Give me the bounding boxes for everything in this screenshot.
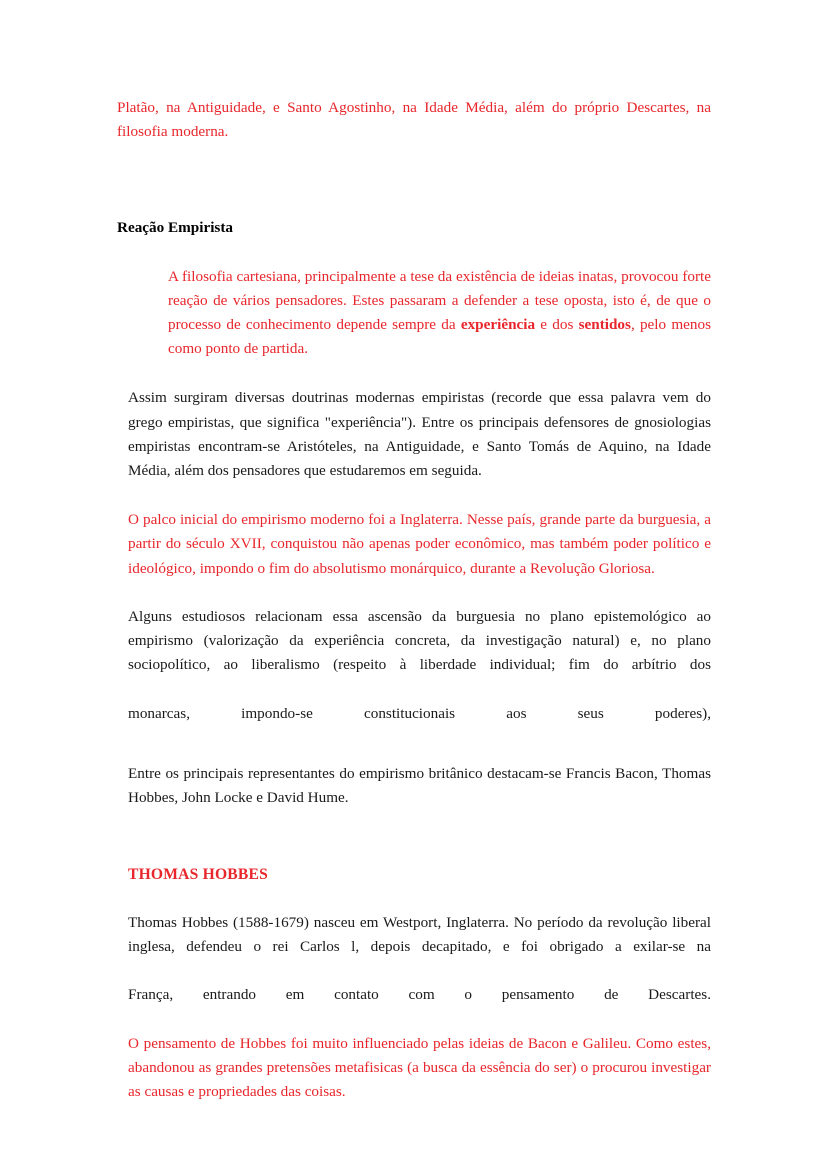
heading-thomas-hobbes: THOMAS HOBBES: [128, 866, 268, 884]
quote-bold-sentidos: sentidos: [578, 316, 631, 334]
quote-text-part-1: A filosofia cartesiana, principalmente a tese da existência de ideias inatas, provocou forte reação de vários pensadores. Estes passaram a defender a tese oposta, isto é, de que o processo de conhecimento depende sempre da: [168, 267, 711, 334]
paragraph-hobbes-biography: [128, 911, 711, 1105]
alguns-estudiosos-last-line: monarcas, impondo-se constitucionais aos seus poderes),: [128, 704, 711, 722]
quote-text-part-2: e dos: [535, 316, 579, 334]
paragraph-alguns-estudiosos: [128, 605, 711, 750]
heading-reacao-empirista: Reação Empirista: [117, 219, 233, 237]
paragraph-assim-surgiram: Assim surgiram diversas doutrinas modernas empiristas (recorde que essa palavra vem do grego empiristas, que significa "experiência"). Entre os principais defensores de gnosiologias empiristas encontram-se Aristóteles, na Antiguidade, e Santo Tomás de Aquino, na Idade Média, além dos pensadores que estudaremos em seguida.: [128, 389, 711, 480]
spacer: [117, 888, 711, 911]
quote-text-part-3: , pelo menos como ponto de partida.: [168, 316, 711, 358]
hobbes-red-body: O pensamento de Hobbes foi muito influenciado pelas ideias de Bacon e Galileu. Como estes, abandonou as grandes pretensões metafisicas (a busca da essência do ser) o procurou investigar as causas e propriedades das coisas.: [128, 1034, 711, 1101]
document-content: [117, 96, 711, 1104]
quote-bold-experiencia: experiência: [460, 316, 536, 334]
spacer: [117, 144, 711, 216]
paragraph-intro-red: Platão, na Antiguidade, e Santo Agostinho, na Idade Média, além do próprio Descartes, na filosofia moderna.: [117, 99, 711, 141]
paragraph-palco-inicial: O palco inicial do empirismo moderno foi a Inglaterra. Nesse país, grande parte da burguesia, a partir do século XVII, conquistou não apenas poder econômico, mas também poder político e ideológico, impondo o fim do absolutismo monárquico, durante a Revolução Gloriosa.: [128, 511, 711, 577]
spacer: [117, 810, 711, 863]
paragraph-entre-principais: Entre os principais representantes do empirismo britânico destacam-se Francis Bacon, Thomas Hobbes, John Locke e David Hume.: [128, 765, 711, 807]
spacer: [117, 241, 711, 265]
spacer: [117, 581, 711, 605]
hobbes-black-last-line: França, entrando em contato com o pensamento de Descartes.: [128, 986, 711, 1004]
spacer: [117, 361, 711, 386]
paragraph-quote-block: [168, 265, 711, 362]
alguns-estudiosos-body: Alguns estudiosos relacionam essa ascensão da burguesia no plano epistemológico ao empirismo (valorização da experiência concreta, da investigação natural) e, no plano sociopolítico, ao liberalismo (respeito à liberdade individual; fim do arbítrio dos: [128, 607, 711, 674]
spacer: [117, 750, 711, 762]
hobbes-black-body: Thomas Hobbes (1588-1679) nasceu em Westport, Inglaterra. No período da revolução liberal inglesa, defendeu o rei Carlos l, depois decapitado, e foi obrigado a exilar-se na: [128, 913, 711, 955]
spacer: [117, 483, 711, 508]
